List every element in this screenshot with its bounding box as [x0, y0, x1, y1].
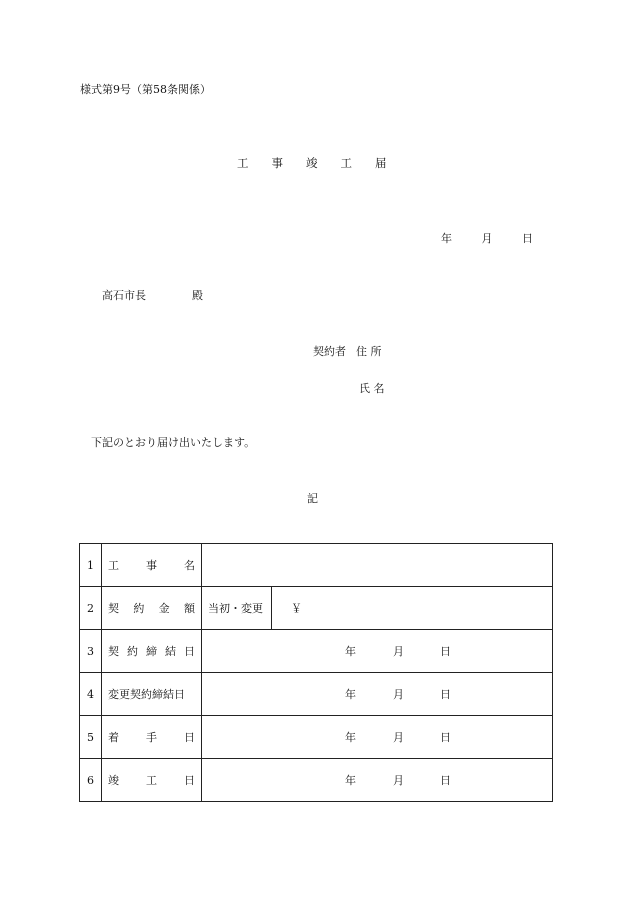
details-table — [79, 543, 553, 802]
table-row — [80, 587, 553, 630]
row-number: 1 — [80, 544, 102, 587]
row-label — [102, 544, 202, 587]
change-contract-date-field[interactable] — [202, 673, 553, 716]
day-label: 日 — [440, 645, 451, 658]
row-number: 6 — [80, 759, 102, 802]
table-row — [80, 759, 553, 802]
row-label — [102, 587, 202, 630]
completion-date-field[interactable] — [202, 759, 553, 802]
label-char: 工 — [108, 559, 119, 572]
label-char: 日 — [184, 731, 195, 744]
day-label: 日 — [440, 731, 451, 744]
month-label: 月 — [393, 645, 404, 658]
label-char: 工 — [146, 774, 157, 787]
label-char: 日 — [184, 645, 195, 658]
title-char: 事 — [271, 156, 283, 170]
contract-amount-field[interactable] — [272, 587, 302, 629]
row-number: 4 — [80, 673, 102, 716]
row-label — [102, 716, 202, 759]
label-char: 竣 — [108, 774, 119, 787]
label-char: 契 — [108, 602, 119, 615]
address-label: 住 所 — [356, 345, 382, 358]
month-label: 月 — [393, 731, 404, 744]
label-text: 変更契約締結日 — [108, 688, 185, 701]
label-char: 結 — [165, 645, 176, 658]
table-row — [80, 716, 553, 759]
month-label: 月 — [393, 774, 404, 787]
date-year-label: 年 — [441, 232, 452, 245]
start-date-field[interactable] — [202, 716, 553, 759]
contract-date-field[interactable] — [202, 630, 553, 673]
document-title — [237, 155, 387, 171]
addressee-name: 高石市長 — [102, 289, 146, 302]
label-char: 契 — [108, 645, 119, 658]
label-char: 締 — [146, 645, 157, 658]
year-label: 年 — [345, 731, 356, 744]
row-label — [102, 630, 202, 673]
body-text: 下記のとおり届け出いたします。 — [91, 436, 256, 449]
submission-date — [441, 230, 533, 246]
row-number: 3 — [80, 630, 102, 673]
date-day-label: 日 — [522, 232, 533, 245]
label-char: 手 — [146, 731, 157, 744]
row-number: 2 — [80, 587, 102, 630]
contractor-name-line — [359, 380, 385, 396]
contractor-label: 契約者 — [313, 345, 346, 358]
addressee-honorific: 殿 — [192, 289, 203, 302]
table-row — [80, 673, 553, 716]
label-char: 名 — [184, 559, 195, 572]
title-char: 竣 — [306, 156, 318, 170]
label-char: 額 — [183, 602, 195, 615]
title-char: 工 — [340, 156, 352, 170]
row-label — [102, 759, 202, 802]
name-label: 氏 名 — [359, 382, 385, 395]
label-char: 日 — [184, 774, 195, 787]
month-label: 月 — [393, 688, 404, 701]
yen-symbol: ￥ — [291, 602, 302, 615]
label-char: 約 — [127, 645, 138, 658]
contract-amount-cell — [202, 587, 553, 630]
year-label: 年 — [345, 688, 356, 701]
day-label: 日 — [440, 774, 451, 787]
title-char: 工 — [237, 156, 249, 170]
table-row — [80, 544, 553, 587]
original-change-label: 当初・変更 — [202, 587, 272, 629]
project-name-field[interactable] — [202, 544, 553, 587]
table-row — [80, 630, 553, 673]
year-label: 年 — [345, 645, 356, 658]
year-label: 年 — [345, 774, 356, 787]
label-char: 金 — [158, 602, 170, 615]
label-char: 着 — [108, 731, 119, 744]
row-number: 5 — [80, 716, 102, 759]
addressee — [102, 287, 203, 303]
contractor-address-line — [313, 343, 382, 359]
label-char: 約 — [133, 602, 145, 615]
date-month-label: 月 — [481, 232, 493, 245]
form-number: 様式第9号（第58条関係） — [80, 83, 211, 96]
day-label: 日 — [440, 688, 451, 701]
row-label — [102, 673, 202, 716]
ki-heading: 記 — [307, 492, 318, 505]
title-char: 届 — [375, 156, 387, 170]
label-char: 事 — [146, 559, 157, 572]
